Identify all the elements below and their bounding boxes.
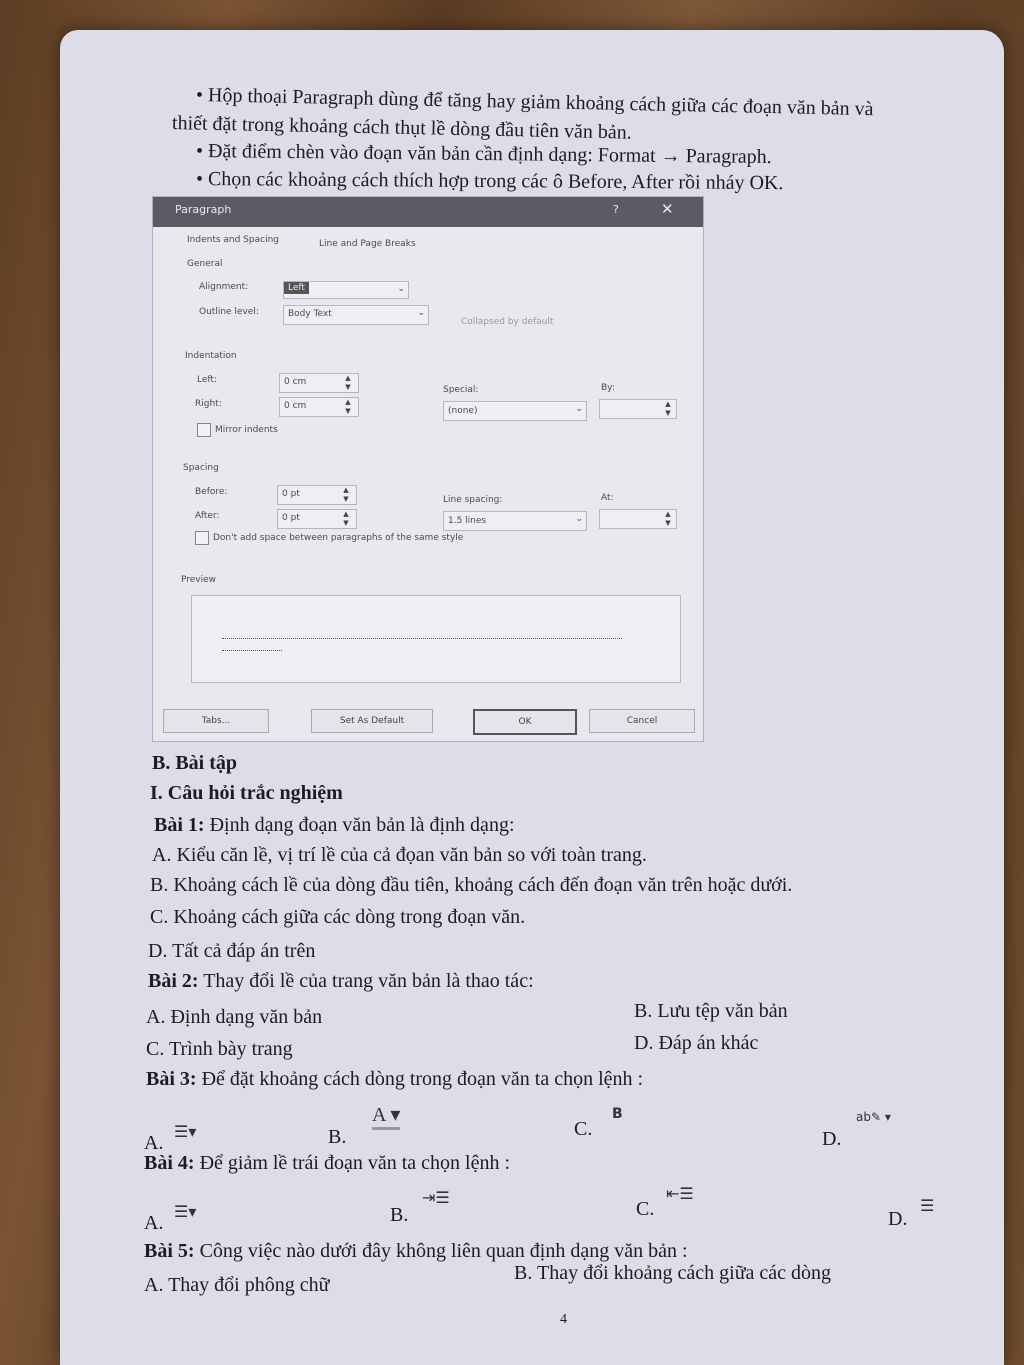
left-indent-spinner-icon: ▲ ▼ <box>345 374 351 391</box>
dont-add-space-checkbox <box>195 531 209 545</box>
question-1-text: Định dạng đoạn văn bản là định dạng: <box>204 814 515 836</box>
question-5-text: Công việc nào dưới đây không liên quan định dạng văn bản : <box>194 1240 688 1262</box>
outline-level-select <box>283 305 429 325</box>
left-indent-label: Left: <box>197 375 217 385</box>
chevron-down-icon: ⌄ <box>397 284 405 294</box>
page-number: 4 <box>560 1312 567 1327</box>
tabs-button: Tabs... <box>163 709 269 733</box>
question-2-text: Thay đổi lề của trang văn bản là thao tác: <box>198 970 534 992</box>
line-spacing-icon: ☰▾ <box>174 1122 197 1141</box>
intro-line-1: • Hộp thoại Paragraph dùng để tăng hay giảm khoảng cách giữa các đoạn văn bản và <box>195 84 874 121</box>
question-1-label: Bài 1: <box>154 814 205 836</box>
intro-line-4: • Chọn các khoảng cách thích hợp trong các ô Before, After rồi nháy OK. <box>195 168 784 195</box>
question-4-text: Để giảm lề trái đoạn văn ta chọn lệnh : <box>194 1152 511 1174</box>
section-b-heading: B. Bài tập <box>152 752 238 774</box>
ok-button: OK <box>473 709 577 735</box>
question-2 <box>148 970 534 993</box>
after-value: 0 pt <box>282 513 300 523</box>
before-value: 0 pt <box>282 489 300 499</box>
left-indent-value: 0 cm <box>284 377 307 387</box>
q2-option-b: B. Lưu tệp văn bản <box>634 1000 788 1022</box>
close-icon: ✕ <box>661 200 674 218</box>
chevron-down-icon: ⌄ <box>417 308 425 318</box>
line-spacing-label: Line spacing: <box>443 495 503 505</box>
right-indent-label: Right: <box>195 399 222 409</box>
after-label: After: <box>195 511 220 521</box>
outline-level-label: Outline level: <box>199 307 259 317</box>
mirror-indents-checkbox <box>197 423 211 437</box>
before-spinner-icon: ▲ ▼ <box>343 486 349 503</box>
special-value: (none) <box>448 406 478 416</box>
special-label: Special: <box>443 385 479 395</box>
question-1 <box>154 814 515 837</box>
question-4-label: Bài 4: <box>144 1152 195 1174</box>
help-icon: ? <box>613 203 619 216</box>
before-label: Before: <box>195 487 228 497</box>
by-label: By: <box>601 383 615 393</box>
chevron-down-icon: ⌄ <box>575 404 583 414</box>
intro-line-2: thiết đặt trong khoảng cách thụt lề dòng đầu tiên văn bản. <box>171 112 633 144</box>
tab-line-page-breaks: Line and Page Breaks <box>319 239 416 249</box>
highlight-icon-letters: ab <box>856 1110 871 1124</box>
question-5-label: Bài 5: <box>144 1240 195 1262</box>
line-spacing-icon: ☰▾ <box>174 1202 197 1221</box>
q1-option-b: B. Khoảng cách lề của dòng đầu tiên, khoảng cách đến đoạn văn trên hoặc dưới. <box>150 874 793 896</box>
dont-add-space-label: Don't add space between paragraphs of the same style <box>213 533 464 543</box>
highlight-icon: ab✎ ▾ <box>856 1110 891 1124</box>
mirror-indents-label: Mirror indents <box>215 425 278 435</box>
at-spinner-icon: ▲ ▼ <box>665 510 671 527</box>
preview-heading: Preview <box>181 575 217 585</box>
spacing-heading: Spacing <box>183 463 219 473</box>
q2-option-d: D. Đáp án khác <box>634 1032 759 1054</box>
by-spinner-icon: ▲ ▼ <box>665 400 671 417</box>
line-spacing-select <box>443 511 587 531</box>
q5-option-a: A. Thay đổi phông chữ <box>144 1274 330 1296</box>
alignment-value: Left <box>284 282 309 294</box>
alignment-select <box>283 281 409 299</box>
align-right-icon: ☰ <box>920 1196 935 1215</box>
q4-option-d: D. <box>888 1208 908 1230</box>
general-heading: General <box>187 259 223 269</box>
dialog-title: Paragraph <box>175 203 232 216</box>
dialog-title-bar <box>153 197 703 227</box>
question-3-label: Bài 3: <box>146 1068 197 1090</box>
collapsed-by-default-label: Collapsed by default <box>461 317 554 327</box>
q4-option-b: B. <box>390 1204 409 1226</box>
question-3-text: Để đặt khoảng cách dòng trong đoạn văn ta chọn lệnh : <box>196 1068 644 1090</box>
q5-option-b: B. Thay đổi khoảng cách giữa các dòng <box>514 1262 832 1284</box>
question-2-label: Bài 2: <box>148 970 199 992</box>
special-select <box>443 401 587 421</box>
font-color-icon: A ▾ <box>372 1102 400 1130</box>
q3-option-d: D. <box>822 1128 842 1150</box>
q3-option-b: B. <box>328 1126 347 1148</box>
q4-option-a: A. <box>144 1212 164 1234</box>
preview-text-line <box>222 650 282 654</box>
question-4 <box>144 1152 510 1175</box>
paragraph-dialog-figure <box>152 196 704 742</box>
preview-text-line <box>222 638 622 642</box>
question-3 <box>146 1068 643 1091</box>
section-i-heading: I. Câu hỏi trắc nghiệm <box>150 782 343 804</box>
q2-option-a: A. Định dạng văn bản <box>146 1006 323 1028</box>
after-spinner-icon: ▲ ▼ <box>343 510 349 527</box>
q1-option-c: C. Khoảng cách giữa các dòng trong đoạn văn. <box>150 906 526 928</box>
decrease-indent-icon: ⇤☰ <box>666 1184 694 1203</box>
alignment-label: Alignment: <box>199 282 249 292</box>
q3-option-c: C. <box>574 1118 593 1140</box>
right-indent-value: 0 cm <box>284 401 307 411</box>
bold-icon: B <box>612 1106 623 1122</box>
indentation-heading: Indentation <box>185 351 237 361</box>
q1-option-a: A. Kiểu căn lề, vị trí lề của cả đọan văn bản so với toàn trang. <box>152 844 647 866</box>
cancel-button: Cancel <box>589 709 695 733</box>
q1-option-d: D. Tất cả đáp án trên <box>148 940 316 962</box>
question-5 <box>144 1240 688 1263</box>
at-label: At: <box>601 493 614 503</box>
q2-option-c: C. Trình bày trang <box>146 1038 293 1060</box>
preview-box <box>191 595 681 683</box>
font-color-icon-letter: A <box>372 1104 386 1126</box>
intro-line-3: • Đặt điểm chèn vào đoạn văn bản cần định dạng: Format → Paragraph. <box>195 140 772 169</box>
increase-indent-icon: ⇥☰ <box>422 1188 450 1207</box>
q3-option-a: A. <box>144 1132 164 1154</box>
chevron-down-icon: ⌄ <box>575 514 583 524</box>
line-spacing-value: 1.5 lines <box>448 516 487 526</box>
outline-level-value: Body Text <box>288 309 332 319</box>
set-as-default-button: Set As Default <box>311 709 433 733</box>
tab-indents-spacing: Indents and Spacing <box>187 235 279 245</box>
q4-option-c: C. <box>636 1198 655 1220</box>
right-indent-spinner-icon: ▲ ▼ <box>345 398 351 415</box>
